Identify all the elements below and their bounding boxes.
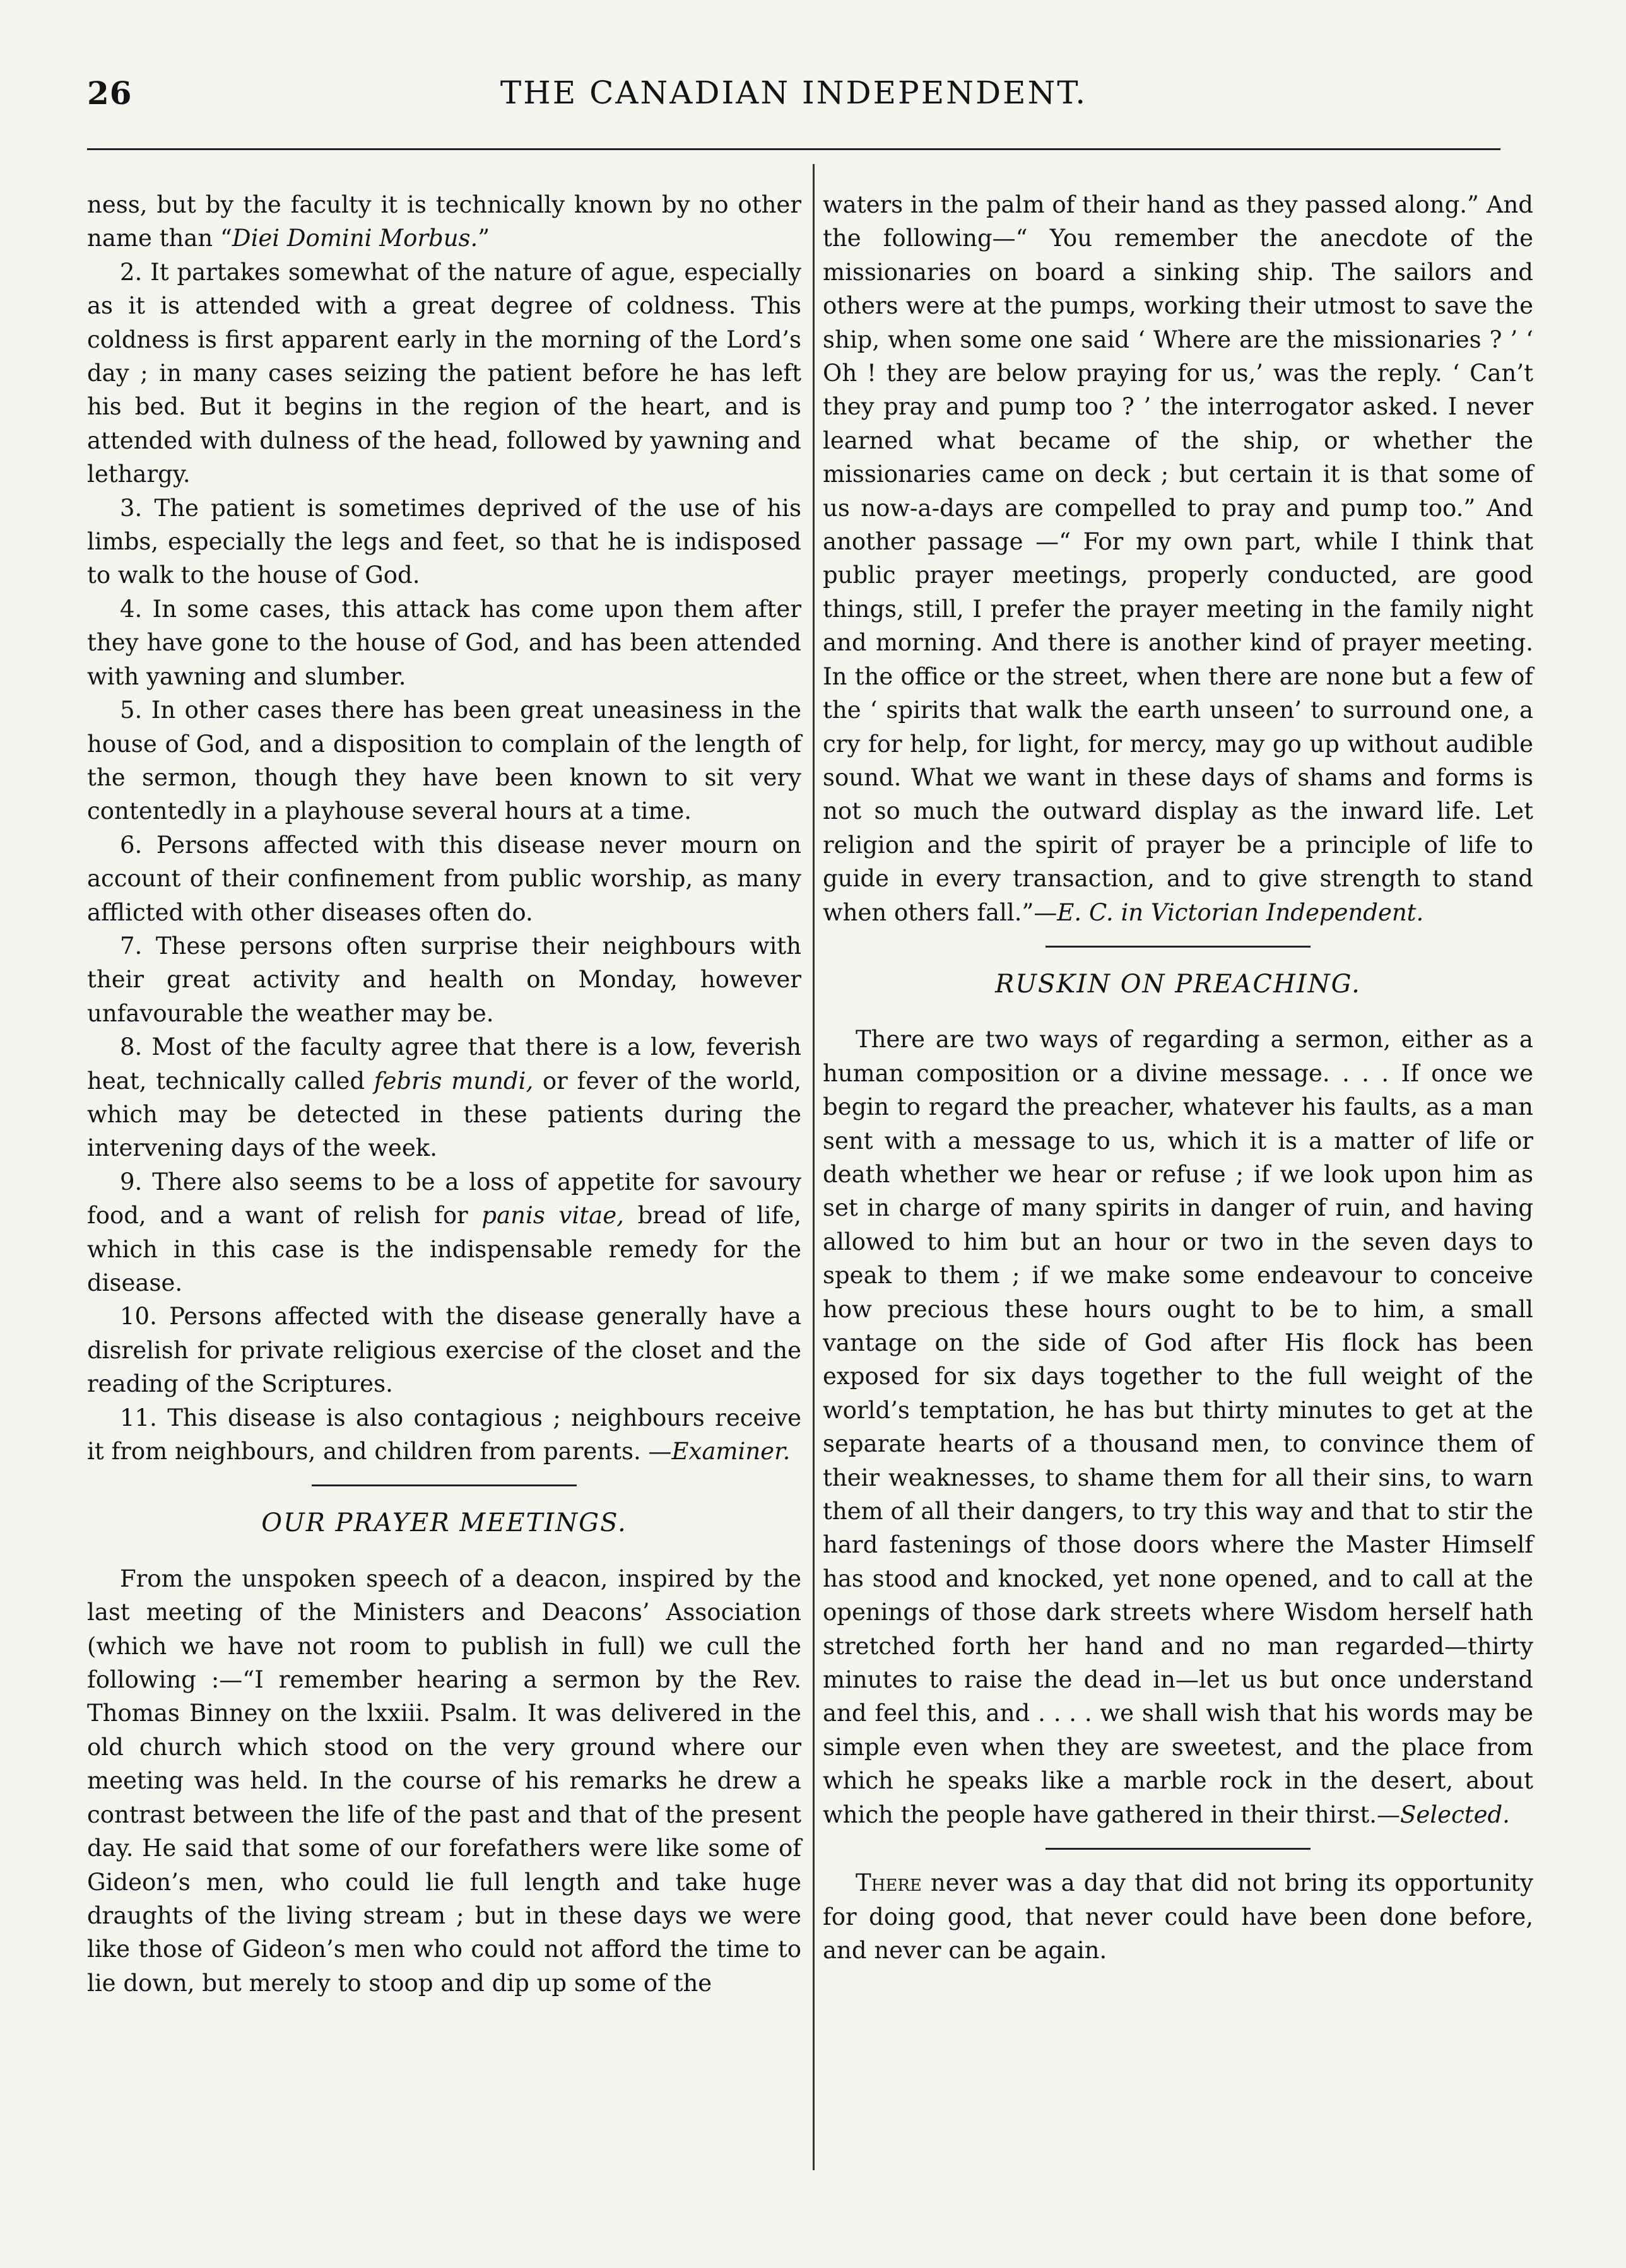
- section-title-ruskin: RUSKIN ON PREACHING.: [995, 969, 1361, 999]
- section-divider: [1046, 946, 1311, 948]
- prayer-meetings-continued: waters in the palm of their hand as they passed along.” And the following—“ You remember the anecdote of the missionaries on board a sinking ship. The sailors and others were at the pumps, working their utmost to save the ship, when some one said ‘ Where are the missionaries ? ’ ‘ Oh ! they are below praying for us,’ was the reply. ‘ Can’t they pray and pump too ? ’ the interrogator asked. I never learned what became of the ship, or whether the missionaries came on deck ; but certain it is that some of us now-a-days are compelled to pray and pump too.” And another passage —“ For my own part, while I think that public prayer meetings, properly conducted, are good things, still, I prefer the prayer meeting in the family night and morning. And there is another kind of prayer meeting. In the office or the street, when there are none but a few of the ‘ spirits that walk the earth unseen’ to surround one, a cry for help, for light, for mercy, may go up without audible sound. What we want in these days of shams and forms is not so much the outward display as the inward life. Let religion and the spirit of prayer be a principle of life to guide in every transaction, and to give strength to stand when others fall.”—E. C. in Victorian Independent.: [823, 191, 1533, 926]
- running-title: THE CANADIAN INDEPENDENT.: [500, 74, 1088, 111]
- list-item: 10. Persons affected with the disease generally have a disrelish for private religious exercise of the closet and the reading of the Scriptures.: [87, 1303, 801, 1398]
- column-divider: [813, 164, 815, 2170]
- header-rule: [87, 148, 1500, 150]
- section-divider: [1046, 1848, 1311, 1850]
- ruskin-body: There are two ways of regarding a sermon, either as a human composition or a divine message. . . . If once we begin to regard the preacher, whatever his faults, as a man sent with a message to us, which it is a matter of life or death whether we hear or refuse ; if we look upon him as set in charge of many spirits in danger of ruin, and having allowed to him but an hour or two in the seven days to speak to them ; if we make some endeavour to conceive how precious these hours ought to be to him, a small vantage on the side of God after His flock has been exposed for six days together to the full weight of the world’s temptation, he has but thirty minutes to get at the separate hearts of a thousand men, to convince them of their weaknesses, to shame them for all their sins, to warn them of all their dangers, to try this way and that to stir the hard fastenings of those doors where the Master Himself has stood and knocked, yet none opened, and to call at the openings of those dark streets where Wisdom herself hath stretched forth her hand and no man regarded—thirty minutes to raise the dead in—let us but once understand and feel this, and . . . . we shall wish that his words may be simple even when they are sweetest, and the place from which he speaks like a marble rock in the desert, about which the people have gathered in their thirst.—Selected.: [823, 1026, 1533, 1828]
- list-item: 11. This disease is also contagious ; neighbours receive it from neighbours, and children from parents. —Examiner.: [87, 1404, 801, 1466]
- page-number: 26: [87, 74, 133, 112]
- list-item: 5. In other cases there has been great uneasiness in the house of God, and a disposition to complain of the length of the sermon, though they have been known to sit very contentedly in a playhouse several hours at a time.: [87, 696, 801, 825]
- list-item: 6. Persons affected with this disease never mourn on account of their confinement from public worship, as many afflicted with other diseases often do.: [87, 831, 801, 926]
- list-item: 3. The patient is sometimes deprived of the use of his limbs, especially the legs and feet, so that he is indisposed to walk to the house of God.: [87, 494, 801, 589]
- page-header: [87, 74, 1500, 125]
- list-item: 4. In some cases, this attack has come upon them after they have gone to the house of God, and has been attended with yawning and slumber.: [87, 595, 801, 690]
- section-title-prayer-meetings: OUR PRAYER MEETINGS.: [261, 1508, 627, 1538]
- intro-paragraph: ness, but by the faculty it is technically known by no other name than “Diei Domini Morbus.”: [87, 191, 801, 252]
- list-item: 9. There also seems to be a loss of appetite for savoury food, and a want of relish for panis vitae, bread of life, which in this case is the indispensable remedy for the disease.: [87, 1168, 801, 1296]
- prayer-meetings-body: From the unspoken speech of a deacon, inspired by the last meeting of the Ministers and Deacons’ Association (which we have not room to publish in full) we cull the following :—“I remember hearing a sermon by the Rev. Thomas Binney on the lxxiii. Psalm. It was delivered in the old church which stood on the very ground where our meeting was held. In the course of his remarks he drew a contrast between the life of the past and that of the present day. He said that some of our forefathers were like some of Gideon’s men, who could lie full length and take huge draughts of the living stream ; but in these days we were like those of Gideon’s men who could not afford the time to lie down, but merely to stoop and dip up some of the: [87, 1565, 801, 1997]
- section-divider: [312, 1484, 577, 1486]
- right-column: [823, 188, 1533, 1967]
- list-item: 8. Most of the faculty agree that there is a low, feverish heat, technically called febris mundi, or fever of the world, which may be detected in these patients during the intervening days of the week.: [87, 1033, 802, 1162]
- left-column: [87, 188, 801, 2000]
- closing-paragraph: There never was a day that did not bring its opportunity for doing good, that never could have been done before, and never can be again.: [823, 1869, 1533, 1964]
- list-item: 7. These persons often surprise their neighbours with their great activity and health on Monday, however unfavourable the weather may be.: [87, 932, 801, 1027]
- list-item: 2. It partakes somewhat of the nature of ague, especially as it is attended with a great degree of coldness. This coldness is first apparent early in the morning of the Lord’s day ; in many cases seizing the patient before he has left his bed. But it begins in the region of the heart, and is attended with dulness of the head, followed by yawning and lethargy.: [87, 258, 801, 488]
